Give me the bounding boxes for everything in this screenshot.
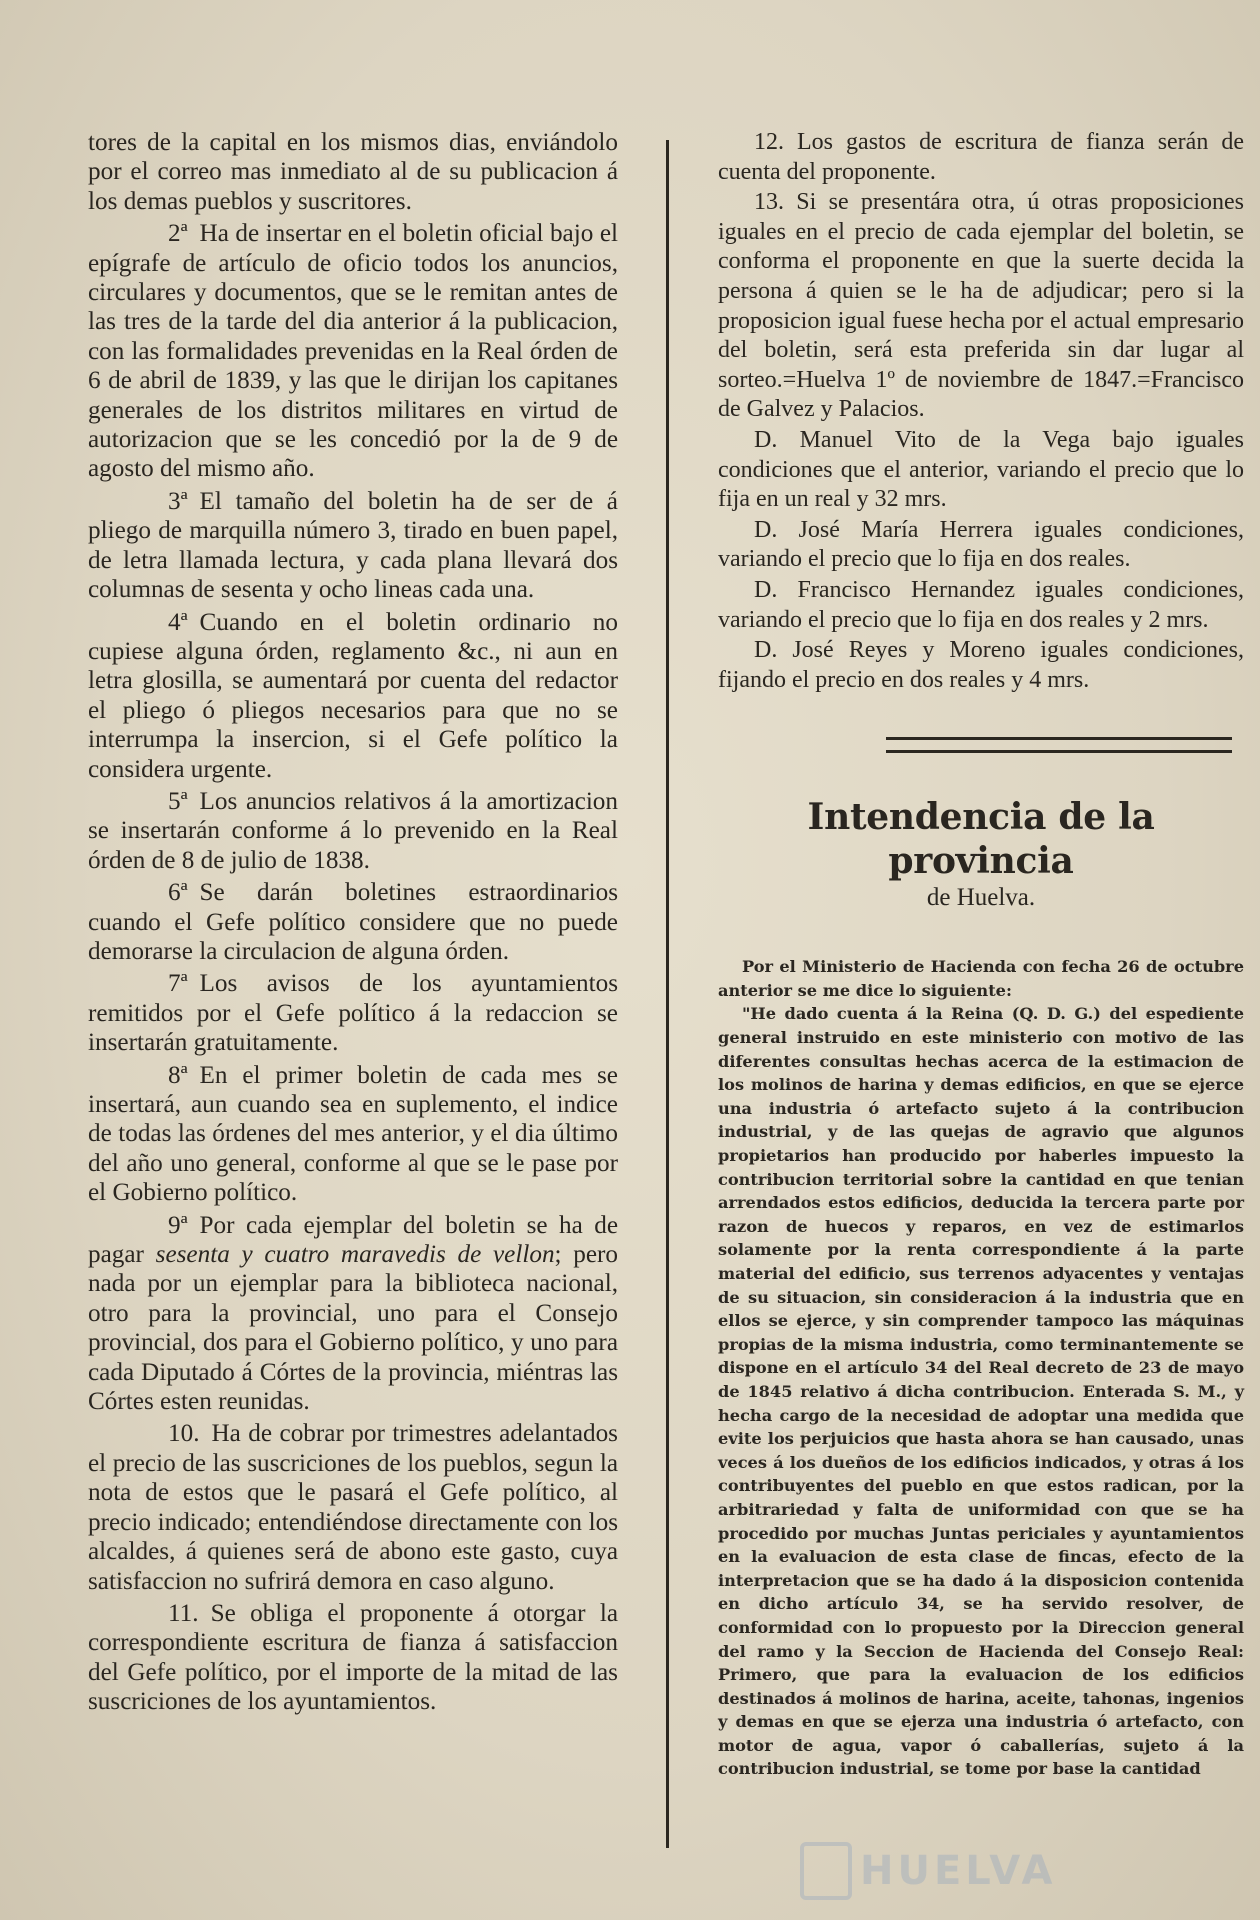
- left-paragraph-2: 3ª El tamaño del boletin ha de ser de á pliego de marquilla número 3, tirado en buen papel, de letra llamada lectura, y cada plana llevará dos columnas de sesenta y ocho lineas cada una.: [88, 487, 618, 604]
- archive-watermark: HUELVA: [860, 1848, 1057, 1894]
- right-paragraph-2: D. Manuel Vito de la Vega bajo iguales condiciones que el anterior, variando el precio que lo fija en un real y 32 mrs.: [718, 426, 1244, 513]
- clause-number: 2ª: [168, 220, 188, 248]
- right-paragraph-1: 13. Si se presentára otra, ú otras proposiciones iguales en el precio de cada ejemplar del boletin, se conforma el proponente en que la suerte decida la persona á quien se le ha de adjudicar; pero si la proposicion igual fuese hecha por el actual empresario del boletin, será esta preferida sin dar lugar al sorteo.=Huelva 1º de noviembre de 1847.=Francisco de Galvez y Palacios.: [718, 189, 1244, 423]
- left-paragraph-7: 8ª En el primer boletin de cada mes se insertará, aun cuando sea en suplemento, el indice de todas las órdenes del mes anterior, y el dia último del año uno general, conforme al que se le pase por el Gobierno político.: [88, 1061, 618, 1207]
- left-paragraph-9: 10. Ha de cobrar por trimestres adelantados el precio de las suscriciones de los pueblos, segun la nota de estos que le pasará el Gefe político, al precio indicado; entendiéndose directamente con los alcaldes, á quienes será de abono este gasto, cuya satisfaccion no sufrirá demora en caso alguno.: [88, 1420, 618, 1595]
- left-paragraph-4: 5ª Los anuncios relativos á la amortizacion se insertarán conforme á lo prevenido en la Real órden de 8 de julio de 1838.: [88, 787, 618, 874]
- clause-number: 7ª: [168, 970, 188, 998]
- clause-number: 5ª: [168, 787, 188, 815]
- clause-number: 6ª: [168, 879, 188, 907]
- left-paragraph-6: 7ª Los avisos de los ayuntamientos remitidos por el Gefe político á la redaccion se insertarán gratuitamente.: [88, 970, 618, 1057]
- clause-number: 11.: [168, 1599, 199, 1627]
- right-paragraph-5: D. José Reyes y Moreno iguales condiciones, fijando el precio en dos reales y 4 mrs.: [718, 637, 1244, 693]
- right-paragraph-4: D. Francisco Hernandez iguales condiciones, variando el precio que lo fija en dos reales y 2 mrs.: [718, 576, 1244, 633]
- clause-number: 3ª: [168, 487, 188, 515]
- left-paragraph-0: tores de la capital en los mismos dias, enviándolo por el correo mas inmediato al de su publicacion á los demas pueblos y suscritores.: [88, 129, 618, 215]
- section-title: Intendencia de la provincia: [807, 796, 1155, 883]
- left-paragraph-8: 9ª Por cada ejemplar del boletin se ha de pagar sesenta y cuatro maravedis de vellon; pero nada por un ejemplar para la biblioteca nacional, otro para la provincial, uno para el Consejo provincial, dos para el Gobierno político, y uno para cada Diputado á Córtes de la provincia, miéntras las Córtes esten reunidas.: [88, 1211, 618, 1416]
- section-paragraph-1: "He dado cuenta á la Reina (Q. D. G.) del espediente general instruido en este ministerio con motivo de las diferentes consultas hechas acerca de la estimacion de los molinos de harina y demas edificios, en que se ejerce una industria ó artefacto sujeto á la contribucion industrial, y de las quejas de agravio que algunos propietarios han producido por haberles impuesto la contribucion territorial sobre la cantidad en que tenian arrendados estos edificios, deducida la tercera parte por razon de huecos y reparos, en vez de estimarlos solamente por la renta correspondiente á la parte material del edificio, sus terrenos adyacentes y ventajas de su situacion, sin consideracion á la industria que en ellos se ejerce, y sin comprender tampoco las máquinas propias de la misma industria, como terminantemente se dispone en el artículo 34 del Real decreto de 23 de mayo de 1845 relativo á dicha contribucion. Enterada S. M., y hecha cargo de la necesidad de adoptar una medida que evite los perjuicios que hasta ahora se han causado, unas veces á los dueños de los edificios indicados, y otras á los contribuyentes del pueblo en que estos radican, por la arbitrariedad y falta de uniformidad con que se ha procedido por muchas Juntas periciales y ayuntamientos en la evaluacion de esta clase de fincas, efecto de la interpretacion que se ha dado á la disposicion contenida en dicho artículo 34, se ha servido resolver, de conformidad con lo propuesto por la Direccion general del ramo y la Seccion de Hacienda del Consejo Real: Primero, que para la evaluacion de los edificios destinados á molinos de harina, aceite, tahonas, ingenios y demas en que se ejerza una industria ó artefacto, con motor de agua, vapor ó caballerías, sujeto á la contribucion industrial, se tome por base la cantidad: [718, 1004, 1244, 1779]
- archive-logo-icon: [800, 1842, 852, 1900]
- section-paragraph-0: Por el Ministerio de Hacienda con fecha 26 de octubre anterior se me dice lo siguiente:: [718, 957, 1244, 1000]
- left-paragraph-5: 6ª Se darán boletines estraordinarios cuando el Gefe político considere que no puede demorarse la circulacion de alguna órden.: [88, 879, 618, 965]
- right-column: [718, 128, 1244, 1781]
- left-paragraph-1: 2ª Ha de insertar en el boletin oficial bajo el epígrafe de artículo de oficio todos los anuncios, circulares y documentos, que se le remitan antes de las tres de la tarde del dia anterior á la publicacion, con las formalidades prevenidas en la Real órden de 6 de abril de 1839, y las que le dirijan los capitanes generales de los distritos militares en virtud de autorizacion que se les concedió por la de 9 de agosto del mismo año.: [88, 220, 618, 483]
- right-paragraph-0: 12. Los gastos de escritura de fianza serán de cuenta del proponente.: [718, 129, 1244, 185]
- clause-number: 10.: [168, 1420, 200, 1448]
- column-divider: [666, 140, 669, 1848]
- clause-number: 9ª: [168, 1211, 188, 1239]
- section-rule: [886, 737, 1232, 753]
- clause-number: 4ª: [168, 608, 188, 636]
- italic-price: sesenta y cuatro maravedis de vellon: [155, 1241, 555, 1269]
- left-column: [88, 128, 618, 1720]
- section-body: [718, 955, 1244, 1781]
- clause-number: 8ª: [168, 1061, 188, 1089]
- left-paragraph-3: 4ª Cuando en el boletin ordinario no cupiese alguna órden, reglamento &c., ni aun en letra glosilla, se aumentará por cuenta del redactor el pliego ó pliegos necesarios para que no se interrumpa la insercion, si el Gefe político la considera urgente.: [88, 608, 618, 783]
- section-subtitle: de Huelva.: [926, 884, 1036, 912]
- left-paragraph-10: 11. Se obliga el proponente á otorgar la correspondiente escritura de fianza á satisfaccion del Gefe político, por el importe de la mitad de las suscriciones de los ayuntamientos.: [88, 1599, 618, 1716]
- right-paragraph-3: D. José María Herrera iguales condiciones, variando el precio que lo fija en dos reales.: [718, 516, 1244, 573]
